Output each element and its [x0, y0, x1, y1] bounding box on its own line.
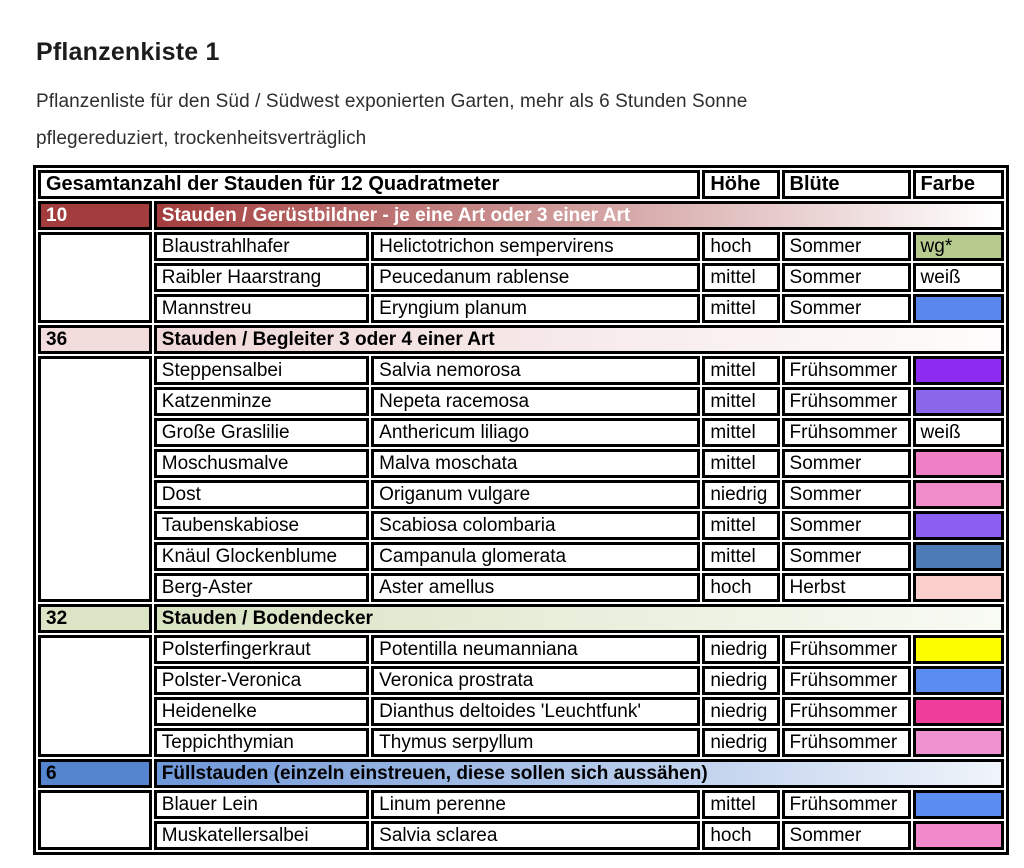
latin-name-cell: Peucedanum rablense [371, 263, 700, 292]
color-swatch-cell [913, 573, 1004, 602]
bloom-cell: Sommer [782, 294, 911, 323]
height-cell: mittel [702, 542, 779, 571]
plant-name-cell: Berg-Aster [154, 573, 369, 602]
height-cell: mittel [702, 387, 779, 416]
height-cell: mittel [702, 294, 779, 323]
plant-row [38, 232, 1004, 261]
bloom-cell: Herbst [782, 573, 911, 602]
subtitle-line-1: Pflanzenliste für den Süd / Südwest exponierten Garten, mehr als 6 Stunden Sonne [36, 91, 748, 112]
plant-name-cell: Raibler Haarstrang [154, 263, 369, 292]
page-title: Pflanzenkiste 1 [36, 38, 220, 66]
plant-name-cell: Mannstreu [154, 294, 369, 323]
color-swatch-cell [913, 728, 1004, 757]
table-header-hoehe: Höhe [702, 170, 779, 199]
section-label-cell: Stauden / Begleiter 3 oder 4 einer Art [154, 325, 1004, 354]
table-header-main: Gesamtanzahl der Stauden für 12 Quadratmeter [38, 170, 700, 199]
plant-row [38, 666, 1004, 695]
plant-row [38, 418, 1004, 447]
plant-row [38, 294, 1004, 323]
section-label-cell: Stauden / Gerüstbildner - je eine Art oder 3 einer Art [154, 201, 1004, 230]
latin-name-cell: Campanula glomerata [371, 542, 700, 571]
plant-row [38, 697, 1004, 726]
color-swatch-cell [913, 542, 1004, 571]
bloom-cell: Sommer [782, 821, 911, 850]
bloom-cell: Frühsommer [782, 666, 911, 695]
section-label-cell: Stauden / Bodendecker [154, 604, 1004, 633]
section-header-row [38, 759, 1004, 788]
color-swatch-cell: weiß [913, 418, 1004, 447]
section-count-cell: 36 [38, 325, 152, 354]
latin-name-cell: Potentilla neumanniana [371, 635, 700, 664]
plant-name-cell: Heidenelke [154, 697, 369, 726]
table-header-bluete: Blüte [782, 170, 911, 199]
bloom-cell: Sommer [782, 263, 911, 292]
latin-name-cell: Dianthus deltoides 'Leuchtfunk' [371, 697, 700, 726]
plant-name-cell: Muskatellersalbei [154, 821, 369, 850]
height-cell: hoch [702, 573, 779, 602]
plant-name-cell: Große Graslilie [154, 418, 369, 447]
plant-row [38, 542, 1004, 571]
section-spacer-cell [38, 790, 152, 850]
latin-name-cell: Eryngium planum [371, 294, 700, 323]
bloom-cell: Sommer [782, 542, 911, 571]
plant-name-cell: Dost [154, 480, 369, 509]
latin-name-cell: Salvia nemorosa [371, 356, 700, 385]
latin-name-cell: Anthericum liliago [371, 418, 700, 447]
section-label-cell: Füllstauden (einzeln einstreuen, diese sollen sich aussähen) [154, 759, 1004, 788]
bloom-cell: Frühsommer [782, 418, 911, 447]
section-count-cell: 32 [38, 604, 152, 633]
section-header-row [38, 325, 1004, 354]
color-swatch-cell: wg* [913, 232, 1004, 261]
plant-name-cell: Steppensalbei [154, 356, 369, 385]
plant-name-cell: Polsterfingerkraut [154, 635, 369, 664]
subtitle-line-2: pflegereduziert, trockenheitsverträglich [36, 128, 367, 149]
plant-row [38, 573, 1004, 602]
height-cell: mittel [702, 356, 779, 385]
height-cell: niedrig [702, 666, 779, 695]
latin-name-cell: Nepeta racemosa [371, 387, 700, 416]
section-spacer-cell [38, 356, 152, 602]
plant-row [38, 728, 1004, 757]
height-cell: niedrig [702, 697, 779, 726]
plant-row [38, 821, 1004, 850]
plant-row [38, 635, 1004, 664]
height-cell: niedrig [702, 635, 779, 664]
plant-name-cell: Polster-Veronica [154, 666, 369, 695]
plant-name-cell: Moschusmalve [154, 449, 369, 478]
height-cell: mittel [702, 263, 779, 292]
plant-row [38, 480, 1004, 509]
height-cell: mittel [702, 449, 779, 478]
latin-name-cell: Aster amellus [371, 573, 700, 602]
latin-name-cell: Malva moschata [371, 449, 700, 478]
bloom-cell: Frühsommer [782, 356, 911, 385]
bloom-cell: Frühsommer [782, 697, 911, 726]
latin-name-cell: Origanum vulgare [371, 480, 700, 509]
section-spacer-cell [38, 635, 152, 757]
plant-name-cell: Knäul Glockenblume [154, 542, 369, 571]
bloom-cell: Frühsommer [782, 728, 911, 757]
height-cell: hoch [702, 232, 779, 261]
latin-name-cell: Salvia sclarea [371, 821, 700, 850]
latin-name-cell: Thymus serpyllum [371, 728, 700, 757]
latin-name-cell: Linum perenne [371, 790, 700, 819]
bloom-cell: Frühsommer [782, 387, 911, 416]
plant-row [38, 263, 1004, 292]
plant-row [38, 356, 1004, 385]
section-count-cell: 6 [38, 759, 152, 788]
latin-name-cell: Helictotrichon sempervirens [371, 232, 700, 261]
height-cell: mittel [702, 790, 779, 819]
section-spacer-cell [38, 232, 152, 323]
plant-name-cell: Blaustrahlhafer [154, 232, 369, 261]
bloom-cell: Sommer [782, 511, 911, 540]
plant-row [38, 387, 1004, 416]
color-swatch-cell [913, 511, 1004, 540]
plant-list-table [33, 165, 1009, 855]
bloom-cell: Frühsommer [782, 635, 911, 664]
color-swatch-cell [913, 356, 1004, 385]
table-body [38, 201, 1004, 850]
bloom-cell: Sommer [782, 480, 911, 509]
plant-row [38, 511, 1004, 540]
height-cell: niedrig [702, 728, 779, 757]
color-swatch-cell [913, 790, 1004, 819]
table-header-row [38, 170, 1004, 199]
plant-name-cell: Blauer Lein [154, 790, 369, 819]
color-swatch-cell [913, 387, 1004, 416]
section-header-row [38, 201, 1004, 230]
color-swatch-cell [913, 821, 1004, 850]
color-swatch-cell [913, 449, 1004, 478]
color-swatch-cell [913, 480, 1004, 509]
bloom-cell: Sommer [782, 232, 911, 261]
color-swatch-cell [913, 294, 1004, 323]
section-header-row [38, 604, 1004, 633]
color-swatch-cell [913, 635, 1004, 664]
plant-name-cell: Katzenminze [154, 387, 369, 416]
height-cell: mittel [702, 511, 779, 540]
plant-name-cell: Teppichthymian [154, 728, 369, 757]
height-cell: hoch [702, 821, 779, 850]
latin-name-cell: Veronica prostrata [371, 666, 700, 695]
bloom-cell: Sommer [782, 449, 911, 478]
color-swatch-cell [913, 666, 1004, 695]
plant-row [38, 449, 1004, 478]
plant-row [38, 790, 1004, 819]
section-count-cell: 10 [38, 201, 152, 230]
plant-name-cell: Taubenskabiose [154, 511, 369, 540]
color-swatch-cell: weiß [913, 263, 1004, 292]
height-cell: niedrig [702, 480, 779, 509]
height-cell: mittel [702, 418, 779, 447]
bloom-cell: Frühsommer [782, 790, 911, 819]
color-swatch-cell [913, 697, 1004, 726]
table-header-farbe: Farbe [913, 170, 1004, 199]
latin-name-cell: Scabiosa colombaria [371, 511, 700, 540]
